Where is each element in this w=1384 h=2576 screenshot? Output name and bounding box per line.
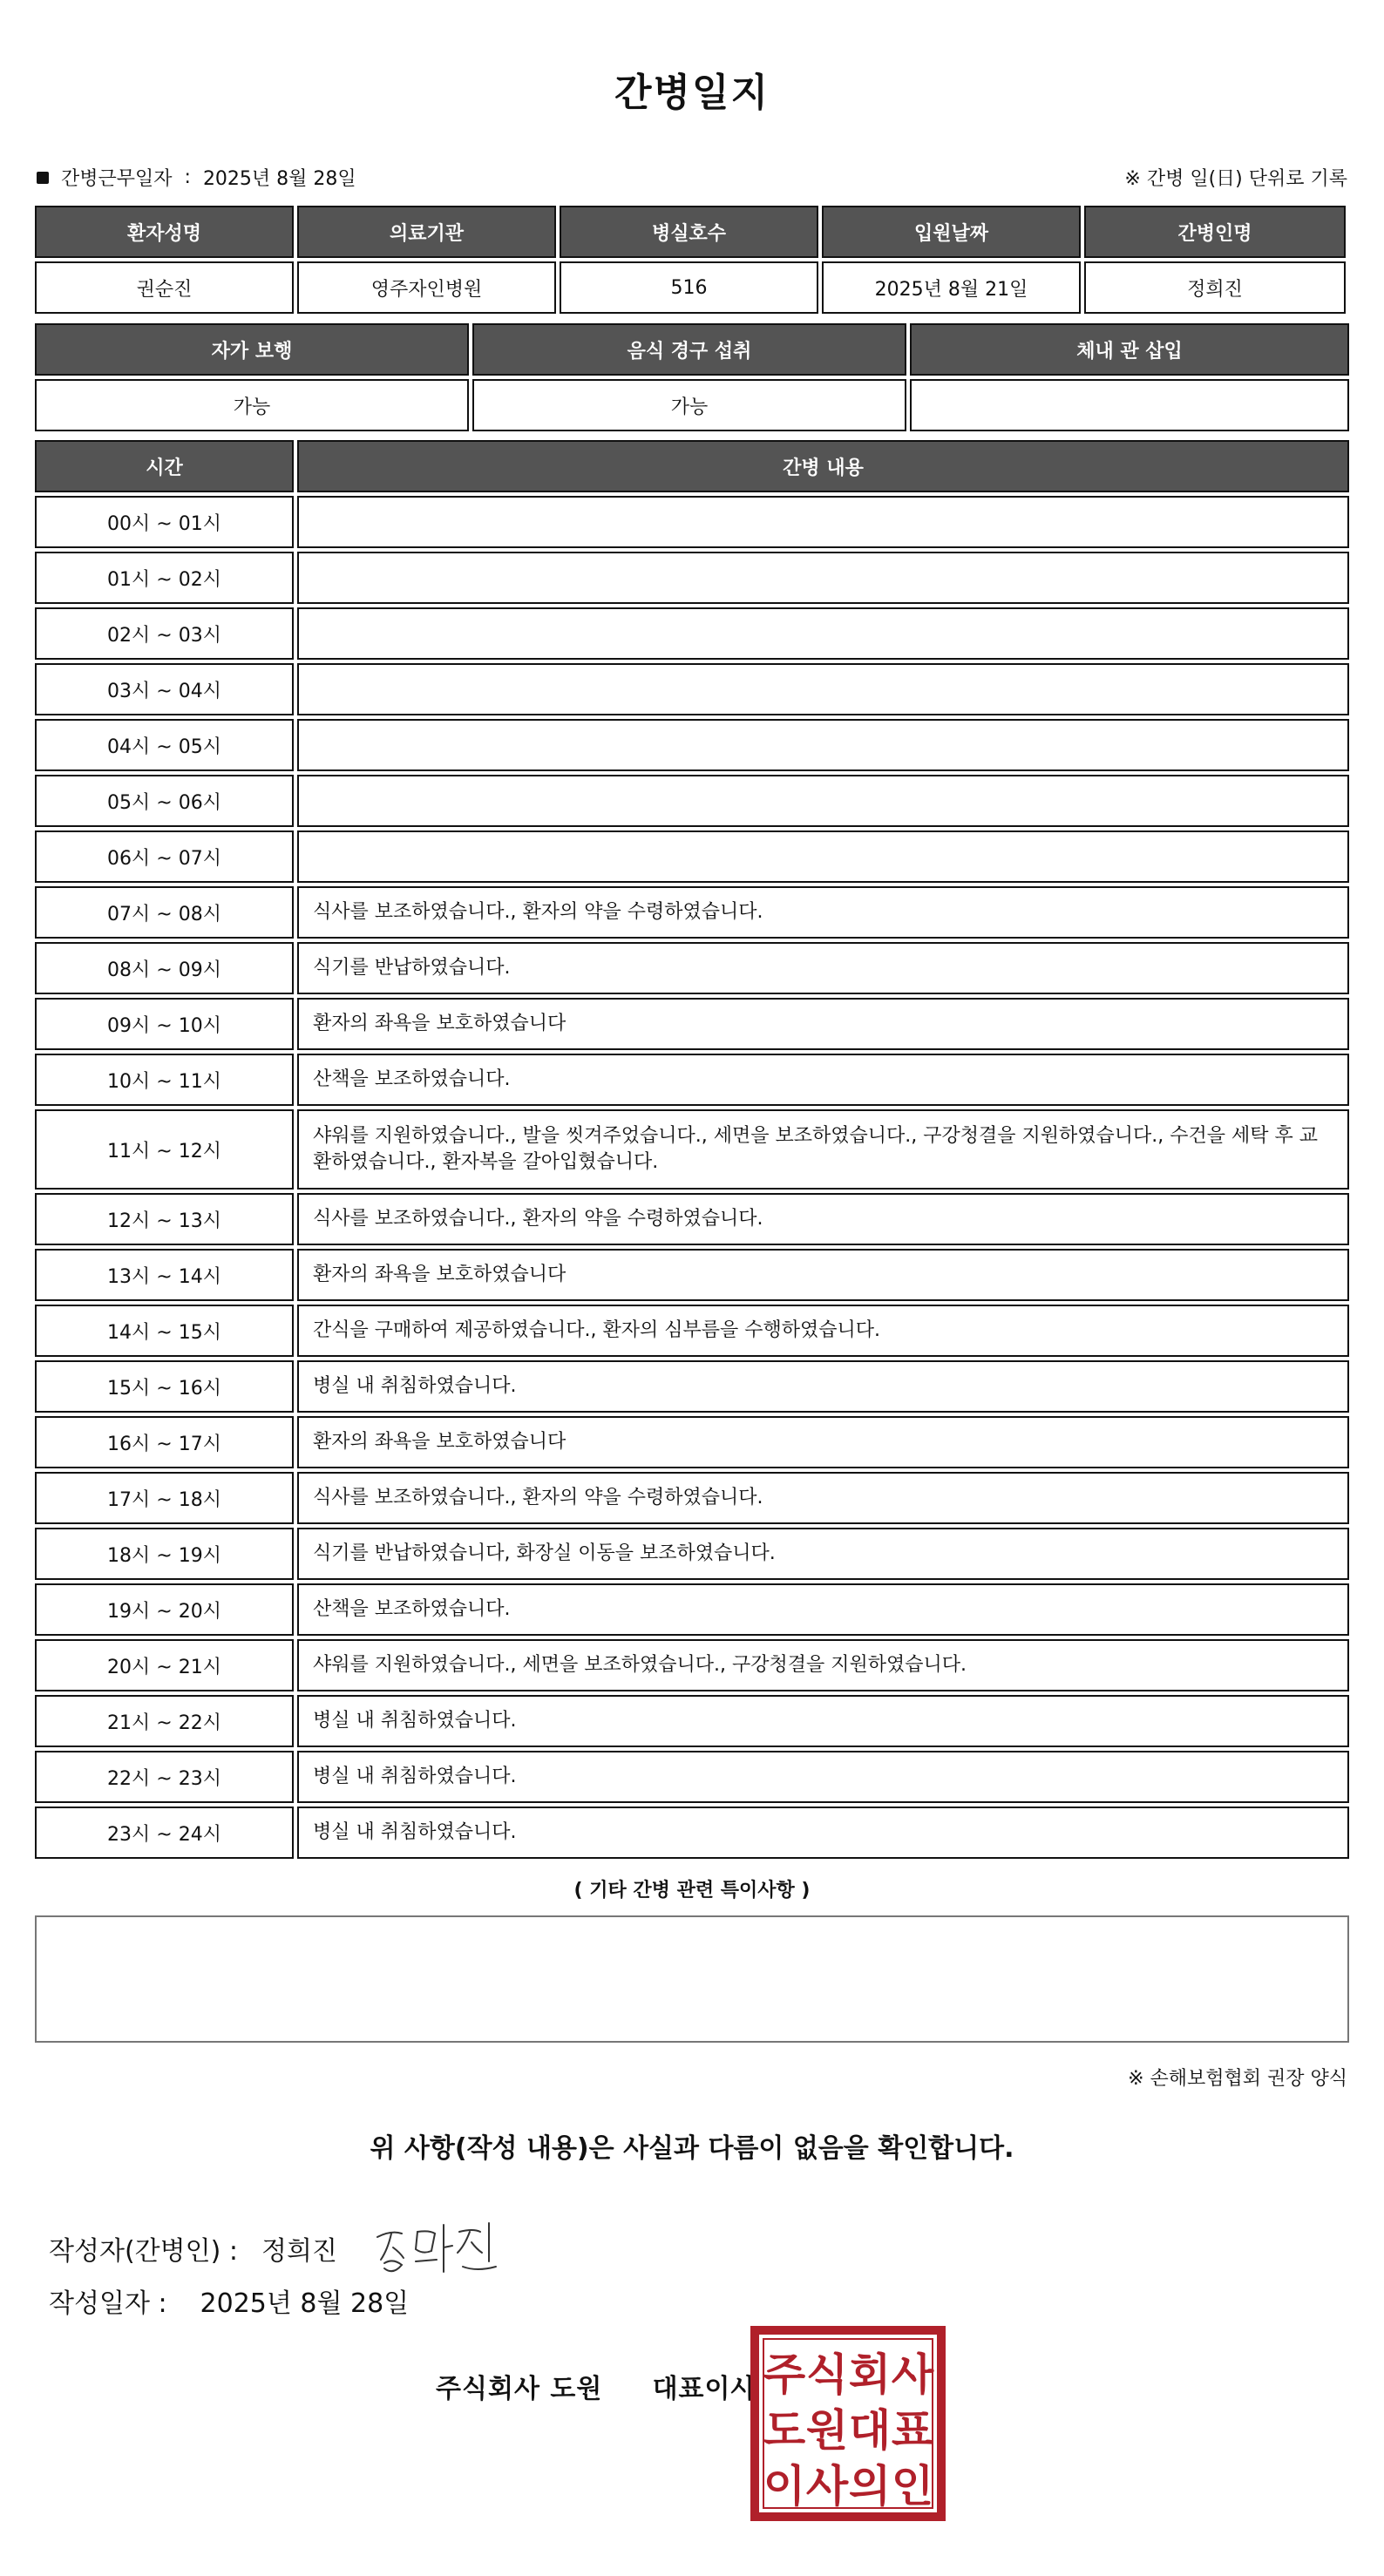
log-time-cell: 14시 ~ 15시 [35,1305,294,1357]
hospital-name: 영주자인병원 [297,261,556,314]
log-time-cell: 05시 ~ 06시 [35,775,294,827]
log-content-cell: 식기를 반납하였습니다, 화장실 이동을 보조하였습니다. [297,1528,1349,1580]
log-content-cell: 샤워를 지원하였습니다., 발을 씻겨주었습니다., 세면을 보조하였습니다., 구강청결을 지원하였습니다., 수건을 세탁 후 교환하였습니다., 환자복을 갈아입혔습니다. [297,1109,1349,1190]
handwritten-signature [372,2218,503,2279]
written-date-line [49,2281,409,2320]
log-content-cell [297,719,1349,771]
log-time-cell: 10시 ~ 11시 [35,1054,294,1106]
written-date-value: 2025년 8월 28일 [200,2288,410,2319]
log-time-cell: 15시 ~ 16시 [35,1360,294,1413]
patient-header-hospital: 의료기관 [297,206,556,258]
log-content-cell: 병실 내 취침하였습니다. [297,1360,1349,1413]
log-time-cell: 03시 ~ 04시 [35,663,294,715]
log-time-cell: 07시 ~ 08시 [35,886,294,939]
log-content-cell: 산책을 보조하였습니다. [297,1583,1349,1636]
log-content-cell: 식기를 반납하였습니다. [297,942,1349,994]
log-content-cell: 환자의 좌욕을 보호하였습니다 [297,1249,1349,1301]
log-time-cell: 04시 ~ 05시 [35,719,294,771]
log-content-cell [297,607,1349,660]
writer-name: 정희진 [261,2236,337,2267]
log-content-cell [297,663,1349,715]
log-content-cell: 병실 내 취침하였습니다. [297,1807,1349,1859]
log-content-cell: 식사를 보조하였습니다., 환자의 약을 수령하였습니다. [297,1193,1349,1245]
log-time-cell: 11시 ~ 12시 [35,1109,294,1190]
writer-line [49,2218,503,2279]
care-log-table [35,440,1349,1859]
log-time-cell: 12시 ~ 13시 [35,1193,294,1245]
company-title: 대표이사 [652,2374,757,2404]
patient-header-admission: 입원날짜 [822,206,1081,258]
work-date-value: 2025년 8월 28일 [202,168,356,190]
log-header-content: 간병 내용 [297,440,1349,492]
writer-label: 작성자(간병인) : [49,2236,238,2267]
log-content-cell: 병실 내 취침하였습니다. [297,1695,1349,1747]
patient-header-caregiver: 간병인명 [1084,206,1346,258]
ability-walking: 가능 [35,379,469,431]
log-time-cell: 23시 ~ 24시 [35,1807,294,1859]
log-time-cell: 22시 ~ 23시 [35,1751,294,1803]
seal-character: 식 [805,2349,849,2400]
seal-character: 회 [848,2349,892,2400]
log-time-cell: 21시 ~ 22시 [35,1695,294,1747]
work-date-label: 간병근무일자 [61,168,173,190]
company-seal-stamp [750,2325,946,2522]
log-content-cell [297,496,1349,548]
ability-header-walking: 자가 보행 [35,323,469,376]
log-time-cell: 17시 ~ 18시 [35,1472,294,1524]
seal-character: 의 [848,2461,892,2512]
log-content-cell: 식사를 보조하였습니다., 환자의 약을 수령하였습니다. [297,1472,1349,1524]
ability-table [35,323,1349,431]
seal-character: 주 [763,2349,806,2400]
patient-header-room: 병실호수 [560,206,818,258]
work-date-separator: : [184,166,191,188]
seal-character: 사 [805,2461,849,2512]
seal-character: 사 [891,2349,934,2400]
log-time-cell: 16시 ~ 17시 [35,1416,294,1468]
ability-tube [910,379,1349,431]
remarks-box [35,1915,1349,2043]
caregiver-name: 정희진 [1084,261,1346,314]
ability-header-tube: 체내 관 삽입 [910,323,1349,376]
seal-character: 대 [848,2405,892,2456]
log-content-cell: 산책을 보조하였습니다. [297,1054,1349,1106]
log-content-cell: 환자의 좌욕을 보호하였습니다 [297,1416,1349,1468]
ability-header-oral-intake: 음식 경구 섭취 [472,323,906,376]
log-content-cell: 샤워를 지원하였습니다., 세면을 보조하였습니다., 구강청결을 지원하였습니다. [297,1639,1349,1691]
log-time-cell: 00시 ~ 01시 [35,496,294,548]
room-number: 516 [560,261,818,314]
log-content-cell: 식사를 보조하였습니다., 환자의 약을 수령하였습니다. [297,886,1349,939]
company-name: 주식회사 도원 [436,2374,603,2404]
log-time-cell: 08시 ~ 09시 [35,942,294,994]
admission-date: 2025년 8월 21일 [822,261,1081,314]
page-title: 간병일지 [614,71,770,115]
log-header-time: 시간 [35,440,294,492]
log-content-cell: 병실 내 취침하였습니다. [297,1751,1349,1803]
log-time-cell: 09시 ~ 10시 [35,998,294,1050]
log-time-cell: 01시 ~ 02시 [35,552,294,604]
log-content-cell [297,775,1349,827]
patient-info-table [35,206,1349,314]
seal-character: 도 [763,2405,806,2456]
seal-character: 원 [805,2405,849,2456]
patient-name: 권순진 [35,261,294,314]
log-time-cell: 13시 ~ 14시 [35,1249,294,1301]
log-content-cell [297,830,1349,883]
log-content-cell: 간식을 구매하여 제공하였습니다., 환자의 심부름을 수행하였습니다. [297,1305,1349,1357]
log-content-cell [297,552,1349,604]
ability-oral-intake: 가능 [472,379,906,431]
written-date-label: 작성일자 : [49,2288,167,2319]
log-time-cell: 18시 ~ 19시 [35,1528,294,1580]
patient-header-name: 환자성명 [35,206,294,258]
seal-character: 표 [891,2405,934,2456]
confirmation-statement: 위 사항(작성 내용)은 사실과 다름이 없음을 확인합니다. [370,2133,1014,2164]
record-note: ※ 간병 일(日) 단위로 기록 [1124,168,1347,190]
work-date [37,164,356,191]
form-note: ※ 손해보험협회 권장 양식 [1128,2068,1347,2090]
remarks-title: ( 기타 간병 관련 특이사항 ) [573,1880,811,1901]
seal-character: 인 [891,2461,934,2512]
log-time-cell: 20시 ~ 21시 [35,1639,294,1691]
seal-character: 이 [763,2461,806,2512]
square-bullet-icon [37,172,49,184]
log-time-cell: 02시 ~ 03시 [35,607,294,660]
log-content-cell: 환자의 좌욕을 보호하였습니다 [297,998,1349,1050]
log-time-cell: 19시 ~ 20시 [35,1583,294,1636]
company-line [436,2367,756,2405]
log-time-cell: 06시 ~ 07시 [35,830,294,883]
